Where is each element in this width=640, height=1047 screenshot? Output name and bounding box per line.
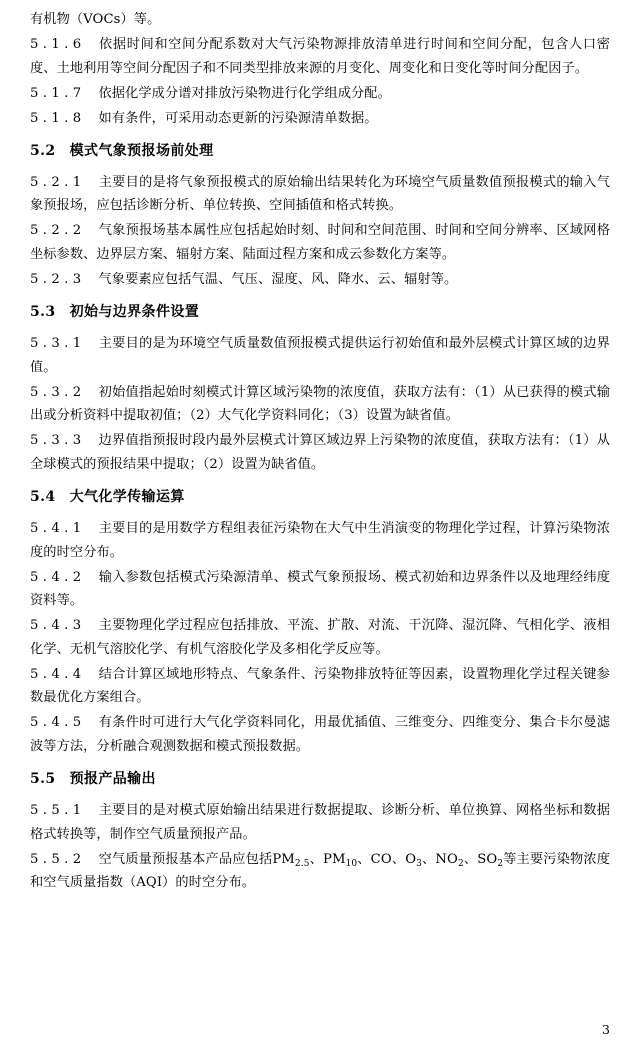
clause-paragraph xyxy=(30,33,610,80)
clause-text: 主要目的是为环境空气质量数值预报模式提供运行初始值和最外层模式计算区域的边界值。 xyxy=(30,336,610,375)
clause-number: 5 . 4 . 5 xyxy=(30,715,95,731)
clause-text: 主要目的是用数学方程组表征污染物在大气中生消演变的物理化学过程，计算污染物浓度的时空分布。 xyxy=(30,521,610,560)
clause-paragraph xyxy=(30,711,610,758)
section-heading xyxy=(30,139,610,164)
clause-text: 边界值指预报时段内最外层模式计算区域边界上污染物的浓度值，获取方法有：（1）从全球模式的预报结果中提取；（2）设置为缺省值。 xyxy=(30,433,610,472)
page-number: 3 xyxy=(602,1022,610,1037)
clause-text: 输入参数包括模式污染源清单、模式气象预报场、模式初始和边界条件以及地理经纬度资料等。 xyxy=(30,569,610,609)
section-number: 5.5 xyxy=(30,771,56,788)
clause-paragraph xyxy=(30,107,610,131)
clause-number: 5 . 1 . 7 xyxy=(30,85,95,101)
section-number: 5.3 xyxy=(30,304,56,321)
clause-paragraph xyxy=(30,82,610,106)
clause-paragraph xyxy=(30,381,610,428)
clause-number: 5 . 3 . 1 xyxy=(30,336,95,352)
clause-text: 主要物理化学过程应包括排放、平流、扩散、对流、干沉降、湿沉降、气相化学、液相化学、无机气溶胶化学、有机气溶胶化学及多相化学反应等。 xyxy=(30,618,610,657)
clause-number: 5 . 1 . 8 xyxy=(30,110,95,126)
section-number: 5.4 xyxy=(30,489,56,506)
clause-number: 5 . 4 . 1 xyxy=(30,521,95,537)
clause-number: 5 . 2 . 1 xyxy=(30,174,95,190)
clause-paragraph xyxy=(30,219,610,266)
section-title: 大气化学传输运算 xyxy=(69,489,185,506)
clause-number: 5 . 4 . 4 xyxy=(30,666,95,682)
section-title: 模式气象预报场前处理 xyxy=(69,143,214,159)
clause-paragraph xyxy=(30,799,610,846)
clause-text: 如有条件，可采用动态更新的污染源清单数据。 xyxy=(98,110,378,126)
clause-number: 5 . 4 . 2 xyxy=(30,569,95,585)
clause-number: 5 . 4 . 3 xyxy=(30,618,95,634)
clause-text: 有机物（VOCs）等。 xyxy=(30,12,161,27)
section-heading xyxy=(30,485,610,510)
clause-paragraph xyxy=(30,8,610,32)
section-title: 预报产品输出 xyxy=(69,771,156,788)
section-heading xyxy=(30,300,610,325)
clause-paragraph xyxy=(30,332,610,379)
clause-paragraph xyxy=(30,517,610,564)
clause-paragraph xyxy=(30,663,610,710)
clause-text: 气象要素应包括气温、气压、湿度、风、降水、云、辐射等。 xyxy=(98,271,458,287)
clause-paragraph xyxy=(30,848,610,895)
clause-paragraph xyxy=(30,429,610,476)
clause-text: 依据时间和空间分配系数对大气污染物源排放清单进行时间和空间分配，包含人口密度、土地利用等空间分配因子和不同类型排放来源的月变化、周变化和日变化等时间分配因子。 xyxy=(30,37,610,76)
clause-text: 初始值指起始时刻模式计算区域污染物的浓度值，获取方法有：（1）从已获得的模式输出或分析资料中提取初值；（2）大气化学资料同化；（3）设置为缺省值。 xyxy=(30,384,610,424)
clause-text: 依据化学成分谱对排放污染物进行化学组成分配。 xyxy=(98,85,391,101)
clause-paragraph xyxy=(30,171,610,218)
clause-text: 有条件时可进行大气化学资料同化，用最优插值、三维变分、四维变分、集合卡尔曼滤波等方法，分析融合观测数据和模式预报数据。 xyxy=(30,715,610,754)
document-body xyxy=(30,8,610,895)
clause-number: 5 . 3 . 2 xyxy=(30,384,95,400)
section-heading xyxy=(30,767,610,792)
section-title: 初始与边界条件设置 xyxy=(69,304,200,321)
clause-number: 5 . 5 . 2 xyxy=(30,851,95,867)
clause-text: 气象预报场基本属性应包括起始时刻、时间和空间范围、时间和空间分辨率、区域网格坐标参数、边界层方案、辐射方案、陆面过程方案和成云参数化方案等。 xyxy=(30,223,610,262)
clause-paragraph xyxy=(30,614,610,661)
clause-number: 5 . 1 . 6 xyxy=(30,37,95,52)
clause-text: 主要目的是将气象预报模式的原始输出结果转化为环境空气质量数值预报模式的输入气象预报场，应包括诊断分析、单位转换、空间插值和格式转换。 xyxy=(30,174,610,214)
clause-number: 5 . 3 . 3 xyxy=(30,433,95,449)
clause-paragraph xyxy=(30,268,610,292)
clause-paragraph xyxy=(30,566,610,613)
clause-number: 5 . 2 . 2 xyxy=(30,223,95,239)
clause-text: 空气质量预报基本产品应包括$PM_{2.5}$、$PM_{10}$、CO、$O_3$、$NO_2$、$SO_2$等主要污染物浓度和空气质量指数（AQI）的时空分布。 xyxy=(30,851,611,891)
section-number: 5.2 xyxy=(30,143,56,159)
clause-text: 结合计算区域地形特点、气象条件、污染物排放特征等因素，设置物理化学过程关键参数最优化方案组合。 xyxy=(30,666,610,706)
clause-text: 主要目的是对模式原始输出结果进行数据提取、诊断分析、单位换算、网格坐标和数据格式转换等，制作空气质量预报产品。 xyxy=(30,803,610,842)
clause-number: 5 . 2 . 3 xyxy=(30,271,95,287)
clause-number: 5 . 5 . 1 xyxy=(30,803,95,819)
